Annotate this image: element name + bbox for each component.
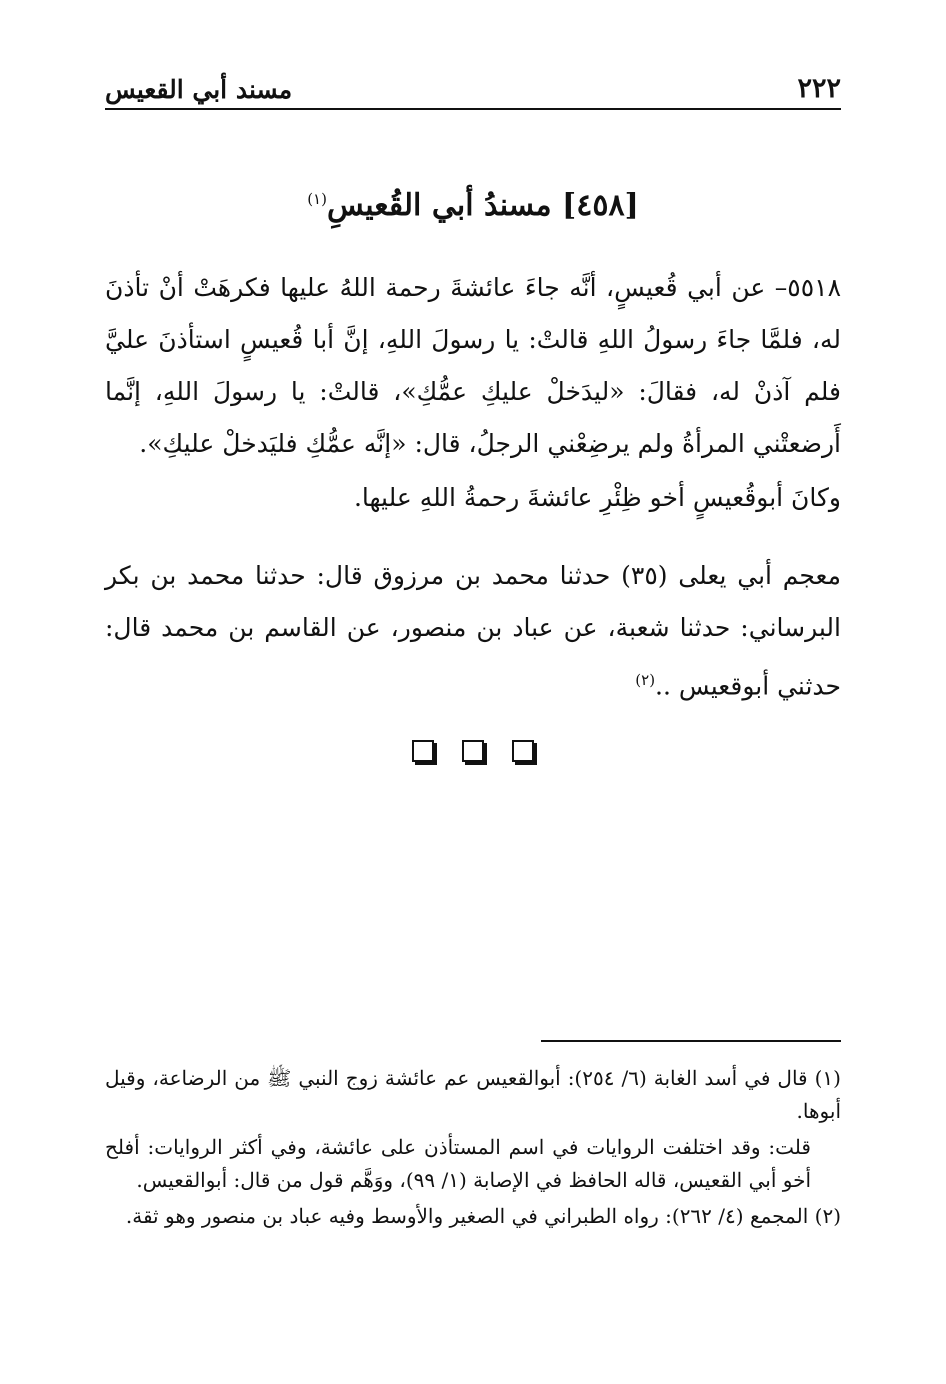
separator-box-icon — [512, 740, 534, 762]
separator-box-icon — [462, 740, 484, 762]
separator-box-icon — [412, 740, 434, 762]
hadith-note: وكانَ أبوقُعيسٍ أخو ظِئْرِ عائشةَ رحمةُ اللهِ عليها. — [353, 483, 841, 512]
footnote-marker-1: (١) — [307, 190, 327, 208]
running-title: مسند أبي القعيس — [105, 75, 293, 104]
header-rule — [105, 108, 841, 110]
page-number: ٢٢٢ — [797, 73, 841, 104]
footnote-1: (١) قال في أسد الغابة (٦/ ٢٥٤): أبوالقعيس عم عائشة زوج النبي ﷺ من الرضاعة، وقيل أبوها. — [105, 1066, 841, 1123]
section-heading — [105, 188, 841, 223]
footnotes — [105, 1062, 841, 1236]
footnote-rule — [541, 1040, 841, 1042]
footnote-2: (٢) المجمع (٤/ ٢٦٢): رواه الطبراني في الصغير والأوسط وفيه عباد بن منصور وهو ثقة. — [125, 1204, 841, 1228]
footnote-1-comment: قلت: وقد اختلفت الروايات في اسم المستأذن على عائشة، وفي أكثر الروايات: أفلح أخو أبي القعيس، قاله الحافظ في الإصابة (١/ ٩٩)، ووَهَّم قول من قال: أبوالقعيس. — [105, 1135, 811, 1192]
section-separator — [0, 740, 946, 762]
section-title: [٤٥٨] مسندُ أبي القُعيسِ — [326, 188, 639, 223]
hadith-text: ٥٥١٨– عن أبي قُعيسٍ، أنَّه جاءَ عائشةَ رحمة اللهُ عليها فكرهَتْ أنْ تأذنَ له، فلمَّا جاءَ رسولُ اللهِ قالتْ: يا رسولَ اللهِ، إنَّ أبا قُعيسٍ استأذنَ عليَّ فلم آذنْ له، فقالَ: «ليدَخلْ عليكِ عمُّكِ»، قالتْ: يا رسولَ اللهِ، إنَّما أَرضعتْني المرأةُ ولم يرضِعْني الرجلُ، قال: «إنَّه عمُّكِ فليَدخلْ عليكِ». — [105, 273, 841, 458]
running-header — [105, 64, 841, 104]
footnote-marker-2: (٢) — [635, 671, 656, 689]
source-citation — [105, 550, 841, 712]
source-text: معجم أبي يعلى (٣٥) حدثنا محمد بن مرزوق قال: حدثنا محمد بن بكر البرساني: حدثنا شعبة، عن عباد بن منصور، عن القاسم بن محمد قال: حدثني أبوقعيس .. — [105, 561, 841, 701]
